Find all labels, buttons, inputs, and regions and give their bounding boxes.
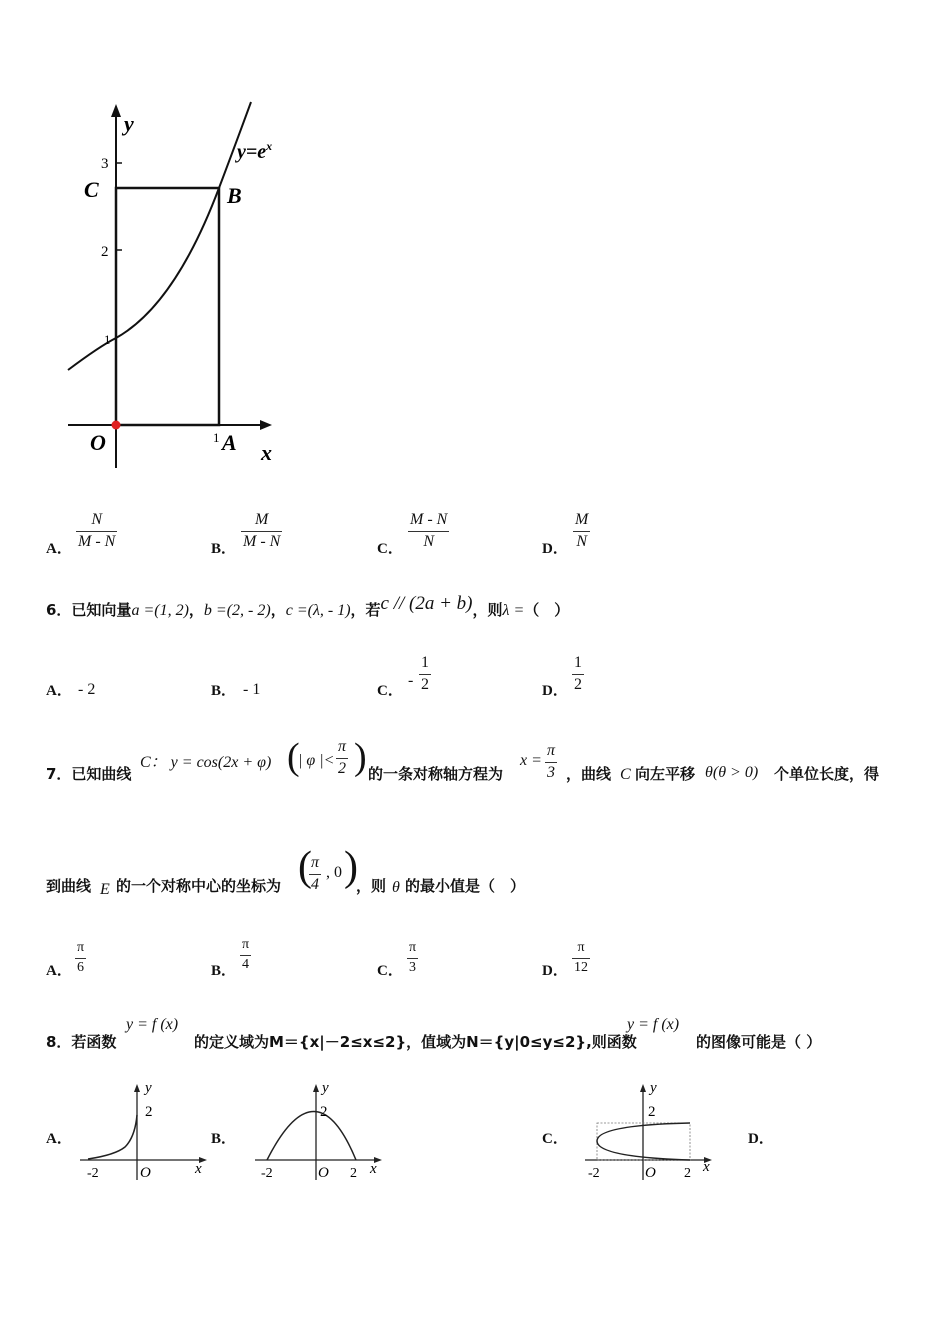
q5-a-num: N <box>91 511 102 528</box>
exp-rectangle-figure <box>60 95 290 475</box>
q8-c-y-label: y <box>650 1080 657 1096</box>
q6-vector-b: b =(2, - 2) <box>203 602 271 619</box>
y-tick-3-label: 3 <box>101 156 109 172</box>
q6-option-d-label[interactable]: D． <box>542 683 568 699</box>
q6-condition: c // (2a + b) <box>380 593 473 614</box>
q8-a-y-arrow <box>134 1084 140 1092</box>
q8-c-y-arrow <box>640 1084 646 1092</box>
q8-b-curve <box>267 1112 356 1161</box>
q8-graph-a <box>75 1075 215 1185</box>
q7-center-den: 4 <box>311 876 319 893</box>
q8-func-2: y = f (x) <box>627 1016 680 1033</box>
q8-c-x-label: x <box>703 1159 710 1175</box>
point-b-label: B <box>227 183 242 208</box>
q6-option-c-fraction <box>419 654 431 694</box>
q8-b-y-arrow <box>313 1084 319 1092</box>
q7-center-fraction <box>309 854 321 894</box>
q7-line2-prefix: 到曲线 <box>46 877 92 895</box>
q8-b-neg-two-label: -2 <box>261 1166 273 1181</box>
point-a-label: A <box>222 430 237 455</box>
q6-d-num: 1 <box>574 654 582 671</box>
q7-paren-right: ) <box>354 736 367 778</box>
q8-c-origin-label: O <box>645 1165 656 1181</box>
q7-option-a-fraction <box>75 940 86 976</box>
q6-c-num: 1 <box>421 654 429 671</box>
q8-a-neg-two-label: -2 <box>87 1166 99 1181</box>
q8-option-d-label[interactable]: D． <box>748 1131 774 1147</box>
q6-vector-c: c =(λ, - 1) <box>285 602 351 619</box>
y-tick-1-label: 1 <box>104 332 111 347</box>
q8-c-neg-two-label: -2 <box>588 1166 600 1181</box>
q7-option-b-fraction <box>240 937 251 973</box>
q7-text-5: 的一个对称中心的坐标为 <box>116 877 282 895</box>
q6-stem <box>46 593 570 621</box>
q6-lambda: λ = <box>502 602 525 619</box>
q7-theta-condition: θ(θ > 0) <box>705 764 759 781</box>
q7-d-den: 12 <box>574 960 588 975</box>
q5-c-num: M - N <box>410 511 448 528</box>
q5-a-den: M - N <box>78 533 116 550</box>
q5-option-c-label[interactable]: C． <box>377 541 403 557</box>
q5-b-num: M <box>255 511 269 528</box>
q7-option-a-label[interactable]: A． <box>46 963 72 979</box>
q8-c-two-label: 2 <box>648 1104 656 1120</box>
q5-option-a-label[interactable]: A． <box>46 541 72 557</box>
q7-c-num: π <box>409 940 417 955</box>
q8-b-origin-label: O <box>318 1165 329 1181</box>
q5-option-c-fraction <box>408 511 449 551</box>
q7-a-num: π <box>77 940 85 955</box>
q5-option-d-fraction <box>573 511 590 551</box>
q5-option-b-fraction <box>241 511 282 551</box>
q7-paren-left: ( <box>287 736 300 778</box>
q5-d-den: N <box>576 533 587 550</box>
q7-d-num: π <box>577 940 585 955</box>
q6-paren: （ ） <box>524 601 570 619</box>
q7-text-6: ，则 <box>356 877 387 895</box>
q8-a-two-label: 2 <box>145 1104 153 1120</box>
q7-theta: θ <box>392 879 400 896</box>
q7-center-paren-left: ( <box>298 844 312 890</box>
q6-option-a-label[interactable]: A． <box>46 683 72 699</box>
q7-center-paren-right: ) <box>344 844 358 890</box>
q6-option-c-label[interactable]: C． <box>377 683 403 699</box>
point-c-label: C <box>84 177 99 202</box>
q6-vector-a: a =(1, 2) <box>131 602 189 619</box>
q8-option-b-label[interactable]: B． <box>211 1131 237 1147</box>
q7-curve: C： y = cos(2x + φ) <box>140 754 272 771</box>
q6-option-b-value: - 1 <box>243 681 261 698</box>
q6-ruo: ，若 <box>350 601 381 619</box>
q6-sep-2: ， <box>270 601 286 619</box>
q7-option-c-label[interactable]: C． <box>377 963 403 979</box>
q8-option-a-label[interactable]: A． <box>46 1131 72 1147</box>
q8-b-pos-two-label: 2 <box>350 1166 357 1181</box>
q7-text-7: 的最小值是（ ） <box>405 877 526 895</box>
q7-option-b-label[interactable]: B． <box>211 963 237 979</box>
q8-b-y-label: y <box>322 1080 329 1096</box>
q8-b-two-label: 2 <box>320 1104 328 1120</box>
q6-sep-1: ， <box>188 601 204 619</box>
q6-option-d-fraction <box>572 654 584 694</box>
q8-func-1: y = f (x) <box>126 1016 179 1033</box>
q7-b-num: π <box>242 937 250 952</box>
q8-a-y-label: y <box>145 1080 152 1096</box>
q8-b-x-label: x <box>370 1161 377 1177</box>
q7-a-den: 6 <box>77 960 85 975</box>
q6-c-den: 2 <box>421 676 429 693</box>
q8-prefix: 8．若函数 <box>46 1033 117 1051</box>
curve-label: $y=e^x$ <box>237 139 273 163</box>
q7-curve-c: C <box>620 766 631 783</box>
q8-text-2: 的图像可能是（ ） <box>696 1033 822 1051</box>
q7-axis-fraction <box>545 742 557 782</box>
q6-then: ，则 <box>472 601 503 619</box>
y-axis-arrow <box>111 104 121 117</box>
q8-graph-b <box>250 1075 390 1185</box>
q5-d-num: M <box>575 511 589 528</box>
q7-text-3: 向左平移 <box>635 765 696 783</box>
q7-b-den: 4 <box>242 957 250 972</box>
q7-option-d-fraction <box>572 940 590 976</box>
y-axis-label: y <box>124 111 134 136</box>
x-tick-1-label: 1 <box>213 430 220 445</box>
q7-text-4: 个单位长度，得 <box>774 765 880 783</box>
q7-prefix: 7．已知曲线 <box>46 765 132 783</box>
point-o-label: O <box>90 430 106 455</box>
q7-abs-condition: | φ |< <box>298 752 335 769</box>
q7-text-2: ，曲线 <box>566 765 612 783</box>
q5-option-b-label[interactable]: B． <box>211 541 237 557</box>
q8-text-1: 的定义域为M＝{x|－2≤x≤2}，值域为N＝{y|0≤y≤2},则函数 <box>194 1033 637 1051</box>
q7-center-num: π <box>311 854 320 871</box>
q7-half-pi-num: π <box>338 738 347 755</box>
q7-curve-e: E <box>100 881 110 898</box>
q6-d-den: 2 <box>574 676 582 693</box>
q5-b-den: M - N <box>243 533 281 550</box>
q5-option-a-fraction <box>76 511 117 551</box>
q7-text-1: 的一条对称轴方程为 <box>368 765 504 783</box>
q8-option-c-label[interactable]: C． <box>542 1131 568 1147</box>
q6-prefix: 6．已知向量 <box>46 601 132 619</box>
q7-x-eq: x = <box>520 752 542 769</box>
origin-point <box>112 421 121 430</box>
x-axis-arrow <box>260 420 272 430</box>
q7-option-d-label[interactable]: D． <box>542 963 568 979</box>
q7-half-pi-den: 2 <box>338 760 346 777</box>
q7-axis-den: 3 <box>547 764 555 781</box>
q5-c-den: N <box>423 533 434 550</box>
q6-option-c-sign: - <box>408 672 414 689</box>
q7-center-rest: , 0 <box>326 864 342 881</box>
x-axis-label: x <box>261 440 272 465</box>
q8-a-x-label: x <box>195 1161 202 1177</box>
q6-option-b-label[interactable]: B． <box>211 683 237 699</box>
q7-axis-num: π <box>547 742 556 759</box>
q8-graph-c <box>580 1075 720 1185</box>
q6-option-a-value: - 2 <box>78 681 96 698</box>
q8-c-pos-two-label: 2 <box>684 1166 691 1181</box>
q5-option-d-label[interactable]: D． <box>542 541 568 557</box>
exp-curve <box>68 102 251 370</box>
q8-a-curve <box>88 1115 137 1159</box>
y-tick-2-label: 2 <box>101 244 109 260</box>
q8-a-origin-label: O <box>140 1165 151 1181</box>
q7-half-pi <box>336 738 348 778</box>
q7-c-den: 3 <box>409 960 417 975</box>
q7-option-c-fraction <box>407 940 418 976</box>
